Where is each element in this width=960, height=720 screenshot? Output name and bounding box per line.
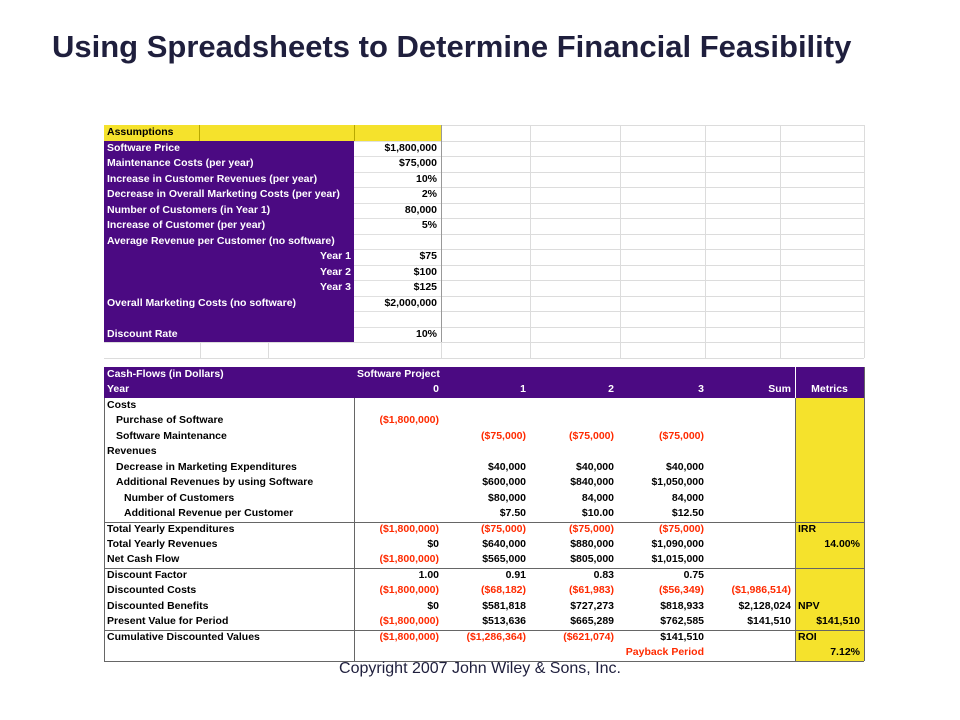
assumption-label: Year 1 bbox=[320, 250, 351, 262]
cashflow-value: $880,000 bbox=[570, 537, 614, 550]
cashflow-row-label: Total Yearly Expenditures bbox=[107, 522, 235, 535]
cashflow-value: $1,090,000 bbox=[651, 537, 704, 550]
cashflow-value: ($75,000) bbox=[659, 429, 704, 442]
cashflow-value: ($61,983) bbox=[569, 584, 614, 597]
grid-line-h bbox=[104, 358, 864, 359]
cashflow-value: ($56,349) bbox=[659, 584, 704, 597]
year-header: Year bbox=[107, 383, 130, 396]
grid-line-v bbox=[705, 125, 706, 358]
metric-value: ROI bbox=[798, 630, 817, 643]
assumption-label: Increase of Customer (per year) bbox=[107, 219, 266, 231]
assumption-value: $125 bbox=[413, 281, 437, 293]
assumption-value: 10% bbox=[415, 172, 437, 185]
metric-value: $141,510 bbox=[816, 615, 860, 628]
assumptions-header: Assumptions bbox=[107, 126, 174, 138]
cashflow-value: 0.91 bbox=[505, 568, 526, 581]
slide-title: Using Spreadsheets to Determine Financial Feasibility bbox=[52, 29, 852, 64]
grid-line-v bbox=[780, 125, 781, 358]
cashflow-value: $141,510 bbox=[660, 630, 704, 643]
cashflow-row-label: Revenues bbox=[107, 445, 157, 458]
assumption-label: Software Price bbox=[107, 141, 180, 154]
cashflow-value: $0 bbox=[427, 599, 439, 612]
cashflow-row-label: Additional Revenue per Customer bbox=[124, 507, 294, 520]
cashflow-value: ($1,986,514) bbox=[731, 584, 791, 597]
cashflow-value: ($1,286,364) bbox=[466, 630, 526, 643]
assumption-label: Year 2 bbox=[320, 265, 351, 278]
assumption-label: Discount Rate bbox=[107, 327, 178, 340]
assumption-value: 5% bbox=[421, 219, 437, 231]
cashflow-value: $600,000 bbox=[482, 476, 526, 489]
cashflow-value: $0 bbox=[427, 537, 439, 550]
grid-line-h bbox=[104, 342, 864, 343]
assumption-value: $100 bbox=[413, 265, 437, 278]
cashflow-value: 0.83 bbox=[593, 568, 614, 581]
cashflow-value: 84,000 bbox=[671, 491, 704, 504]
cashflow-value: ($1,800,000) bbox=[379, 630, 439, 643]
grid-line-v bbox=[864, 125, 865, 358]
assumption-value: $1,800,000 bbox=[384, 141, 437, 154]
cashflow-value: $640,000 bbox=[482, 537, 526, 550]
assumption-value: $75,000 bbox=[399, 157, 437, 169]
cashflow-border-left bbox=[104, 398, 105, 661]
cashflow-value: $840,000 bbox=[570, 476, 614, 489]
software-project-header: Software Project bbox=[357, 368, 440, 380]
cashflow-value: $10.00 bbox=[581, 507, 614, 520]
cashflow-value: $12.50 bbox=[671, 507, 704, 520]
grid-line-v bbox=[200, 342, 201, 358]
grid-line-v bbox=[530, 125, 531, 358]
cashflow-row-label: Software Maintenance bbox=[116, 429, 227, 442]
cashflow-value: $40,000 bbox=[666, 460, 704, 473]
cashflow-row-label: Discount Factor bbox=[107, 568, 187, 581]
cashflow-value: $40,000 bbox=[576, 460, 614, 473]
cashflow-row-label: Total Yearly Revenues bbox=[107, 537, 218, 550]
cashflow-row-label: Purchase of Software bbox=[116, 414, 224, 427]
cashflow-value: ($1,800,000) bbox=[379, 584, 439, 597]
assumption-value: 80,000 bbox=[404, 203, 437, 216]
assumption-label: Overall Marketing Costs (no software) bbox=[107, 296, 297, 309]
assumption-label: Maintenance Costs (per year) bbox=[107, 157, 254, 169]
cashflow-value: ($75,000) bbox=[659, 522, 704, 535]
assumption-value: $2,000,000 bbox=[384, 296, 437, 309]
year-col-header: 0 bbox=[433, 383, 439, 396]
cashflow-row-label: Discounted Costs bbox=[107, 584, 197, 597]
assumption-value: $75 bbox=[419, 250, 437, 262]
cashflow-value: ($621,074) bbox=[563, 630, 614, 643]
cashflow-value: 0.75 bbox=[683, 568, 704, 581]
cashflow-value: $141,510 bbox=[747, 615, 791, 628]
cashflow-value: $1,050,000 bbox=[651, 476, 704, 489]
cashflow-row-label: Net Cash Flow bbox=[107, 553, 180, 566]
cashflow-value: ($75,000) bbox=[481, 429, 526, 442]
metric-value: NPV bbox=[798, 599, 820, 612]
cashflow-row-label: Cumulative Discounted Values bbox=[107, 630, 260, 643]
assumption-label bbox=[107, 311, 357, 326]
cashflow-value: $2,128,024 bbox=[738, 599, 791, 612]
copyright-footer: Copyright 2007 John Wiley & Sons, Inc. bbox=[339, 660, 621, 677]
cashflow-value: ($1,800,000) bbox=[379, 615, 439, 628]
assumption-value bbox=[354, 234, 437, 249]
grid-line-v bbox=[268, 342, 269, 358]
cashflow-value: ($75,000) bbox=[569, 429, 614, 442]
cashflow-value: $565,000 bbox=[482, 553, 526, 566]
cashflow-value: 1.00 bbox=[418, 568, 439, 581]
cashflow-row-label: Number of Customers bbox=[124, 491, 235, 504]
metric-value: IRR bbox=[798, 522, 817, 535]
year-col-header: 2 bbox=[608, 383, 614, 396]
assumption-label: Year 3 bbox=[320, 281, 351, 293]
cashflow-row-label: Discounted Benefits bbox=[107, 599, 209, 612]
cashflow-value: $40,000 bbox=[488, 460, 526, 473]
cashflow-title: Cash-Flows (in Dollars) bbox=[107, 368, 224, 380]
assumption-label: Average Revenue per Customer (no software) bbox=[107, 234, 335, 247]
cashflow-value: $7.50 bbox=[499, 507, 526, 520]
cashflow-row-label: Decrease in Marketing Expenditures bbox=[116, 460, 297, 473]
cashflow-value: $665,289 bbox=[570, 615, 614, 628]
cashflow-value: ($75,000) bbox=[481, 522, 526, 535]
cashflow-value: $1,015,000 bbox=[651, 553, 704, 566]
cashflow-row-label: Additional Revenues by using Software bbox=[116, 476, 314, 489]
cashflow-value: $513,636 bbox=[482, 615, 526, 628]
cashflow-value: ($1,800,000) bbox=[379, 522, 439, 535]
cashflow-border-right bbox=[864, 367, 865, 661]
assumptions-border bbox=[441, 125, 442, 342]
cashflow-value: $762,585 bbox=[660, 615, 704, 628]
assumption-label: Increase in Customer Revenues (per year) bbox=[107, 172, 318, 185]
grid-line-v bbox=[620, 125, 621, 358]
cashflow-value: ($75,000) bbox=[569, 522, 614, 535]
cashflow-value: $727,273 bbox=[570, 599, 614, 612]
cashflow-value: 84,000 bbox=[581, 491, 614, 504]
cashflow-value: $818,933 bbox=[660, 599, 704, 612]
cashflow-border-metric bbox=[795, 398, 796, 661]
assumptions-header-divider bbox=[354, 125, 355, 141]
year-col-header: 3 bbox=[698, 383, 704, 396]
cashflow-row-label: Present Value for Period bbox=[107, 615, 229, 628]
assumption-label: Decrease in Overall Marketing Costs (per year) bbox=[107, 188, 340, 200]
payback-period-label: Payback Period bbox=[625, 646, 704, 659]
cashflow-value: ($1,800,000) bbox=[379, 553, 439, 566]
metric-value: 7.12% bbox=[830, 646, 860, 659]
assumption-label: Number of Customers (in Year 1) bbox=[107, 203, 271, 216]
cashflow-value: $581,818 bbox=[482, 599, 526, 612]
assumption-value: 10% bbox=[415, 327, 437, 340]
metrics-header: Metrics bbox=[811, 383, 848, 396]
cashflow-value: ($68,182) bbox=[481, 584, 526, 597]
year-col-header: Sum bbox=[768, 383, 791, 396]
assumption-value bbox=[354, 311, 437, 326]
cashflow-value: ($1,800,000) bbox=[379, 414, 439, 427]
cashflow-value: $80,000 bbox=[488, 491, 526, 504]
assumption-value: 2% bbox=[421, 188, 437, 200]
year-col-header: 1 bbox=[520, 383, 526, 396]
cashflow-value: $805,000 bbox=[570, 553, 614, 566]
cashflow-row-label: Costs bbox=[107, 398, 137, 411]
metric-value: 14.00% bbox=[824, 537, 860, 550]
